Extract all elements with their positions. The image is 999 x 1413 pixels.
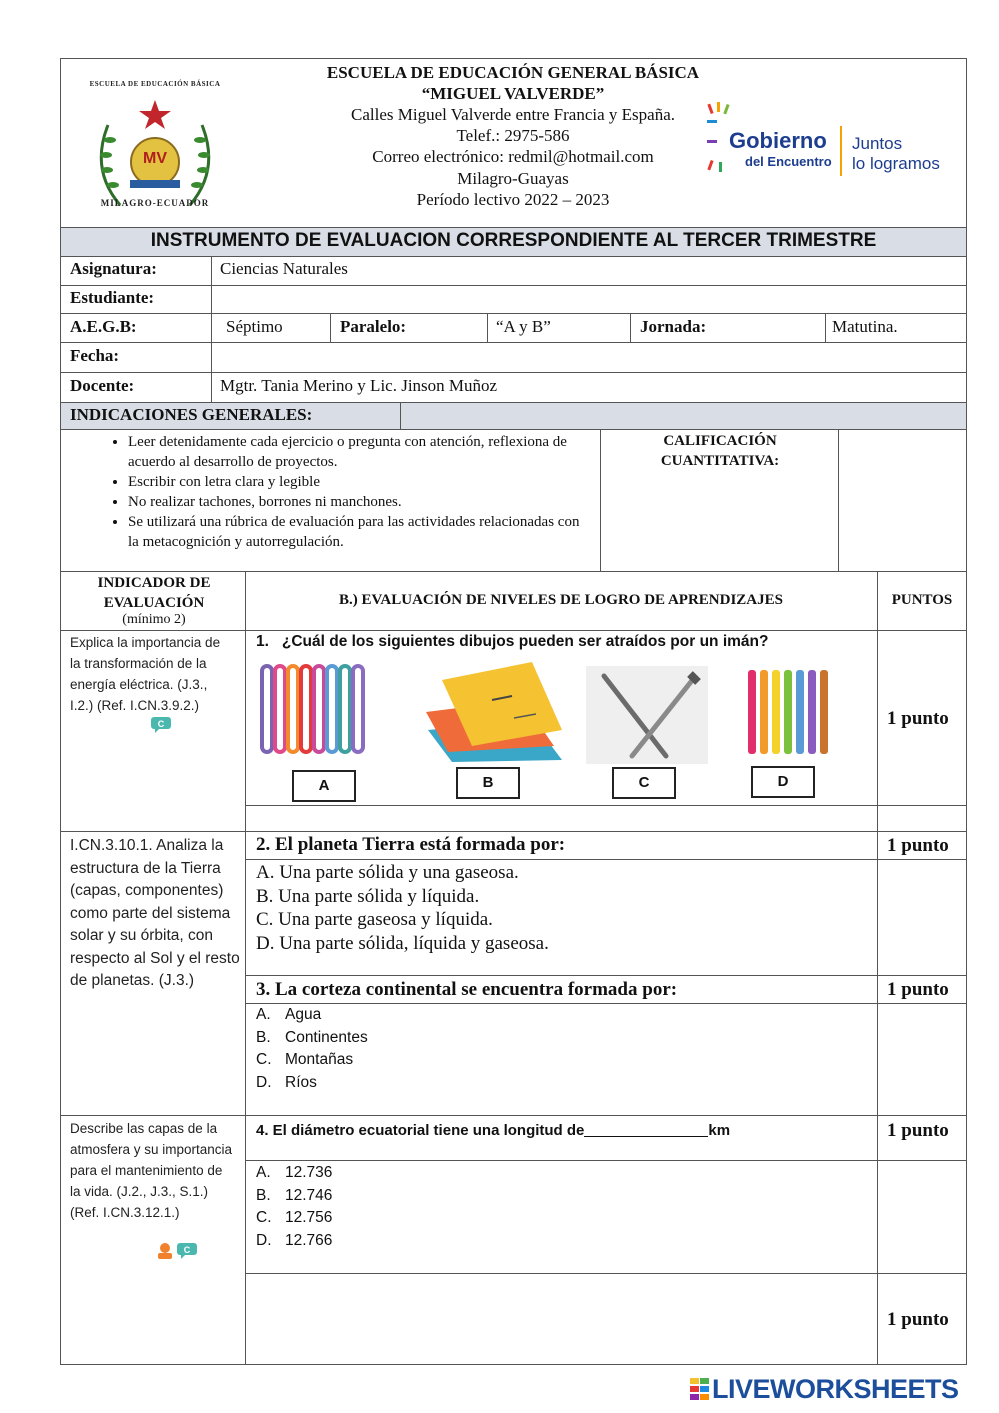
q3-option-c[interactable]: Montañas <box>285 1051 354 1068</box>
q1-option-b[interactable]: B <box>456 767 520 799</box>
paper-clips-image <box>258 662 370 758</box>
paralelo-value: “A y B” <box>496 317 551 336</box>
seal-text-top: ESCUELA DE EDUCACIÓN BÁSICA <box>89 80 221 88</box>
page-title: INSTRUMENTO DE EVALUACION CORRESPONDIENTE AL TERCER TRIMESTRE <box>150 230 877 251</box>
gov-slogan-2: lo logramos <box>852 154 940 173</box>
gov-logo-sub: del Encuentro <box>745 154 832 169</box>
q1-text <box>256 633 768 651</box>
asignatura-label: Asignatura: <box>70 259 157 278</box>
calificacion-field[interactable] <box>840 431 965 570</box>
school-email: Correo electrónico: redmil@hotmail.com <box>372 147 654 166</box>
school-name: ESCUELA DE EDUCACIÓN GENERAL BÁSICA <box>326 63 700 82</box>
school-address: Calles Miguel Valverde entre Francia y España. <box>351 105 675 124</box>
chat-icon <box>150 716 172 734</box>
aegb-value: Séptimo <box>226 317 283 336</box>
indicator-2: I.CN.3.10.1. Analiza la estructura de la Tierra (capas, componentes) como parte del sistema solar y su órbita, con respecto al Sol y el resto de planetas. (J.3.) <box>70 837 240 989</box>
q4-letter: B. <box>256 1186 271 1204</box>
docente-label: Docente: <box>70 376 135 395</box>
q4-option-c[interactable]: 12.756 <box>285 1209 333 1226</box>
q1-answer-field[interactable] <box>247 807 876 830</box>
gov-logo-divider <box>840 126 842 176</box>
minimo-label: (mínimo 2) <box>122 612 186 627</box>
q1-points: 1 punto <box>887 708 949 729</box>
q4-letter: A. <box>256 1164 271 1181</box>
q3-letter: C. <box>256 1051 272 1068</box>
nails-image <box>586 666 708 764</box>
pens-image <box>744 664 836 764</box>
indicacion-item: • Escribir con letra clara y legible <box>128 472 590 492</box>
q3-points: 1 punto <box>887 979 949 1000</box>
q2-option-d[interactable]: D. Una parte sólida, líquida y gaseosa. <box>256 932 549 954</box>
seal-monogram: MV <box>143 150 167 167</box>
q4-option-d[interactable]: 12.766 <box>285 1231 333 1249</box>
q3-option-d[interactable]: Ríos <box>285 1074 317 1091</box>
puntos-header: PUNTOS <box>891 592 953 608</box>
q4-question <box>256 1121 730 1139</box>
indicacion-item: • Se utilizará una rúbrica de evaluación para las actividades relacionadas con la metacognición y autorregulación. <box>128 512 590 552</box>
collaboration-icon <box>155 1241 201 1261</box>
indicaciones-list <box>70 432 590 552</box>
asignatura-value: Ciencias Naturales <box>220 259 348 278</box>
q3-option-b[interactable]: Continentes <box>285 1029 368 1046</box>
q4-option-a[interactable]: 12.736 <box>285 1164 333 1181</box>
q3-letter: B. <box>256 1029 271 1046</box>
q4-text-before: 4. El diámetro ecuatorial tiene una longitud de <box>256 1122 585 1139</box>
indicacion-item: • No realizar tachones, borrones ni manchones. <box>128 492 590 512</box>
q1-option-a[interactable]: A <box>292 770 356 802</box>
q2-question: 2. El planeta Tierra está formada por: <box>256 834 566 855</box>
indicaciones-heading: INDICACIONES GENERALES: <box>70 405 313 424</box>
q1-question: ¿Cuál de los siguientes dibujos pueden ser atraídos por un imán? <box>281 633 769 650</box>
q3-question: 3. La corteza continental se encuentra formada por: <box>256 979 678 1000</box>
q4-letter: C. <box>256 1209 272 1226</box>
docente-value: Mgtr. Tania Merino y Lic. Jinson Muñoz <box>220 376 498 395</box>
school-seal-logo <box>80 80 230 220</box>
estudiante-label: Estudiante: <box>70 288 155 307</box>
evaluacion-header: B.) EVALUACIÓN DE NIVELES DE LOGRO DE APRENDIZAJES <box>339 592 783 608</box>
q3-letter: A. <box>256 1006 271 1023</box>
school-city: Milagro-Guayas <box>457 169 569 188</box>
q5-points: 1 punto <box>887 1309 949 1330</box>
svg-text:C: C <box>183 1245 191 1255</box>
q4-text-after: km <box>708 1122 731 1139</box>
fecha-label: Fecha: <box>70 346 120 365</box>
paralelo-label: Paralelo: <box>340 317 407 336</box>
indicador-header: INDICADOR DE EVALUACIÓN <box>97 575 211 611</box>
indicator-1: Explica la importancia de la transformación de la energía eléctrica. (J.3., I.2.) (Ref. I.CN.3.9.2.) <box>70 635 221 713</box>
aegb-label: A.E.G.B: <box>70 317 137 336</box>
q5-answer-area[interactable] <box>247 1275 876 1363</box>
school-period: Período lectivo 2022 – 2023 <box>416 190 610 209</box>
liveworksheets-brand: LIVEWORKSHEETS <box>712 1374 959 1404</box>
q1-number: 1. <box>256 633 269 650</box>
q2-option-b[interactable]: B. Una parte sólida y líquida. <box>256 885 480 907</box>
indicator-3: Describe las capas de la atmosfera y su importancia para el mantenimiento de la vida. (J.2., J.3., S.1.) (Ref. I.CN.3.12.1.) <box>70 1121 233 1220</box>
q2-option-c[interactable]: C. Una parte gaseosa y líquida. <box>256 909 493 930</box>
estudiante-field[interactable] <box>213 287 965 312</box>
q1-option-c[interactable]: C <box>612 767 676 799</box>
q3-letter: D. <box>256 1074 272 1091</box>
government-logo <box>705 102 955 182</box>
q4-points: 1 punto <box>887 1120 949 1141</box>
q4-letter: D. <box>256 1231 272 1249</box>
school-phone: Telef.: 2975-586 <box>456 126 570 145</box>
gov-logo-main: Gobierno <box>729 128 827 153</box>
indicacion-item: • Leer detenidamente cada ejercicio o pregunta con atención, reflexiona de acuerdo al desarrollo de proyectos. <box>128 432 590 472</box>
q1-option-d[interactable]: D <box>751 766 815 798</box>
q2-points: 1 punto <box>887 835 949 856</box>
seal-text-bottom: MILAGRO-ECUADOR <box>100 198 210 208</box>
fecha-field[interactable] <box>213 344 965 370</box>
school-quote: “MIGUEL VALVERDE” <box>421 84 605 103</box>
q4-blank[interactable] <box>584 1121 708 1137</box>
notebooks-image <box>422 660 568 762</box>
jornada-label: Jornada: <box>640 317 707 336</box>
q2-option-a[interactable]: A. Una parte sólida y una gaseosa. <box>256 862 519 883</box>
q3-option-a[interactable]: Agua <box>285 1006 322 1023</box>
jornada-value: Matutina. <box>832 317 898 336</box>
q4-option-b[interactable]: 12.746 <box>285 1186 333 1204</box>
svg-text:C: C <box>157 719 165 729</box>
gov-slogan-1: Juntos <box>852 134 903 153</box>
calificacion-label: CALIFICACIÓN CUANTITATIVA: <box>660 433 780 469</box>
liveworksheets-logo <box>690 1374 990 1404</box>
